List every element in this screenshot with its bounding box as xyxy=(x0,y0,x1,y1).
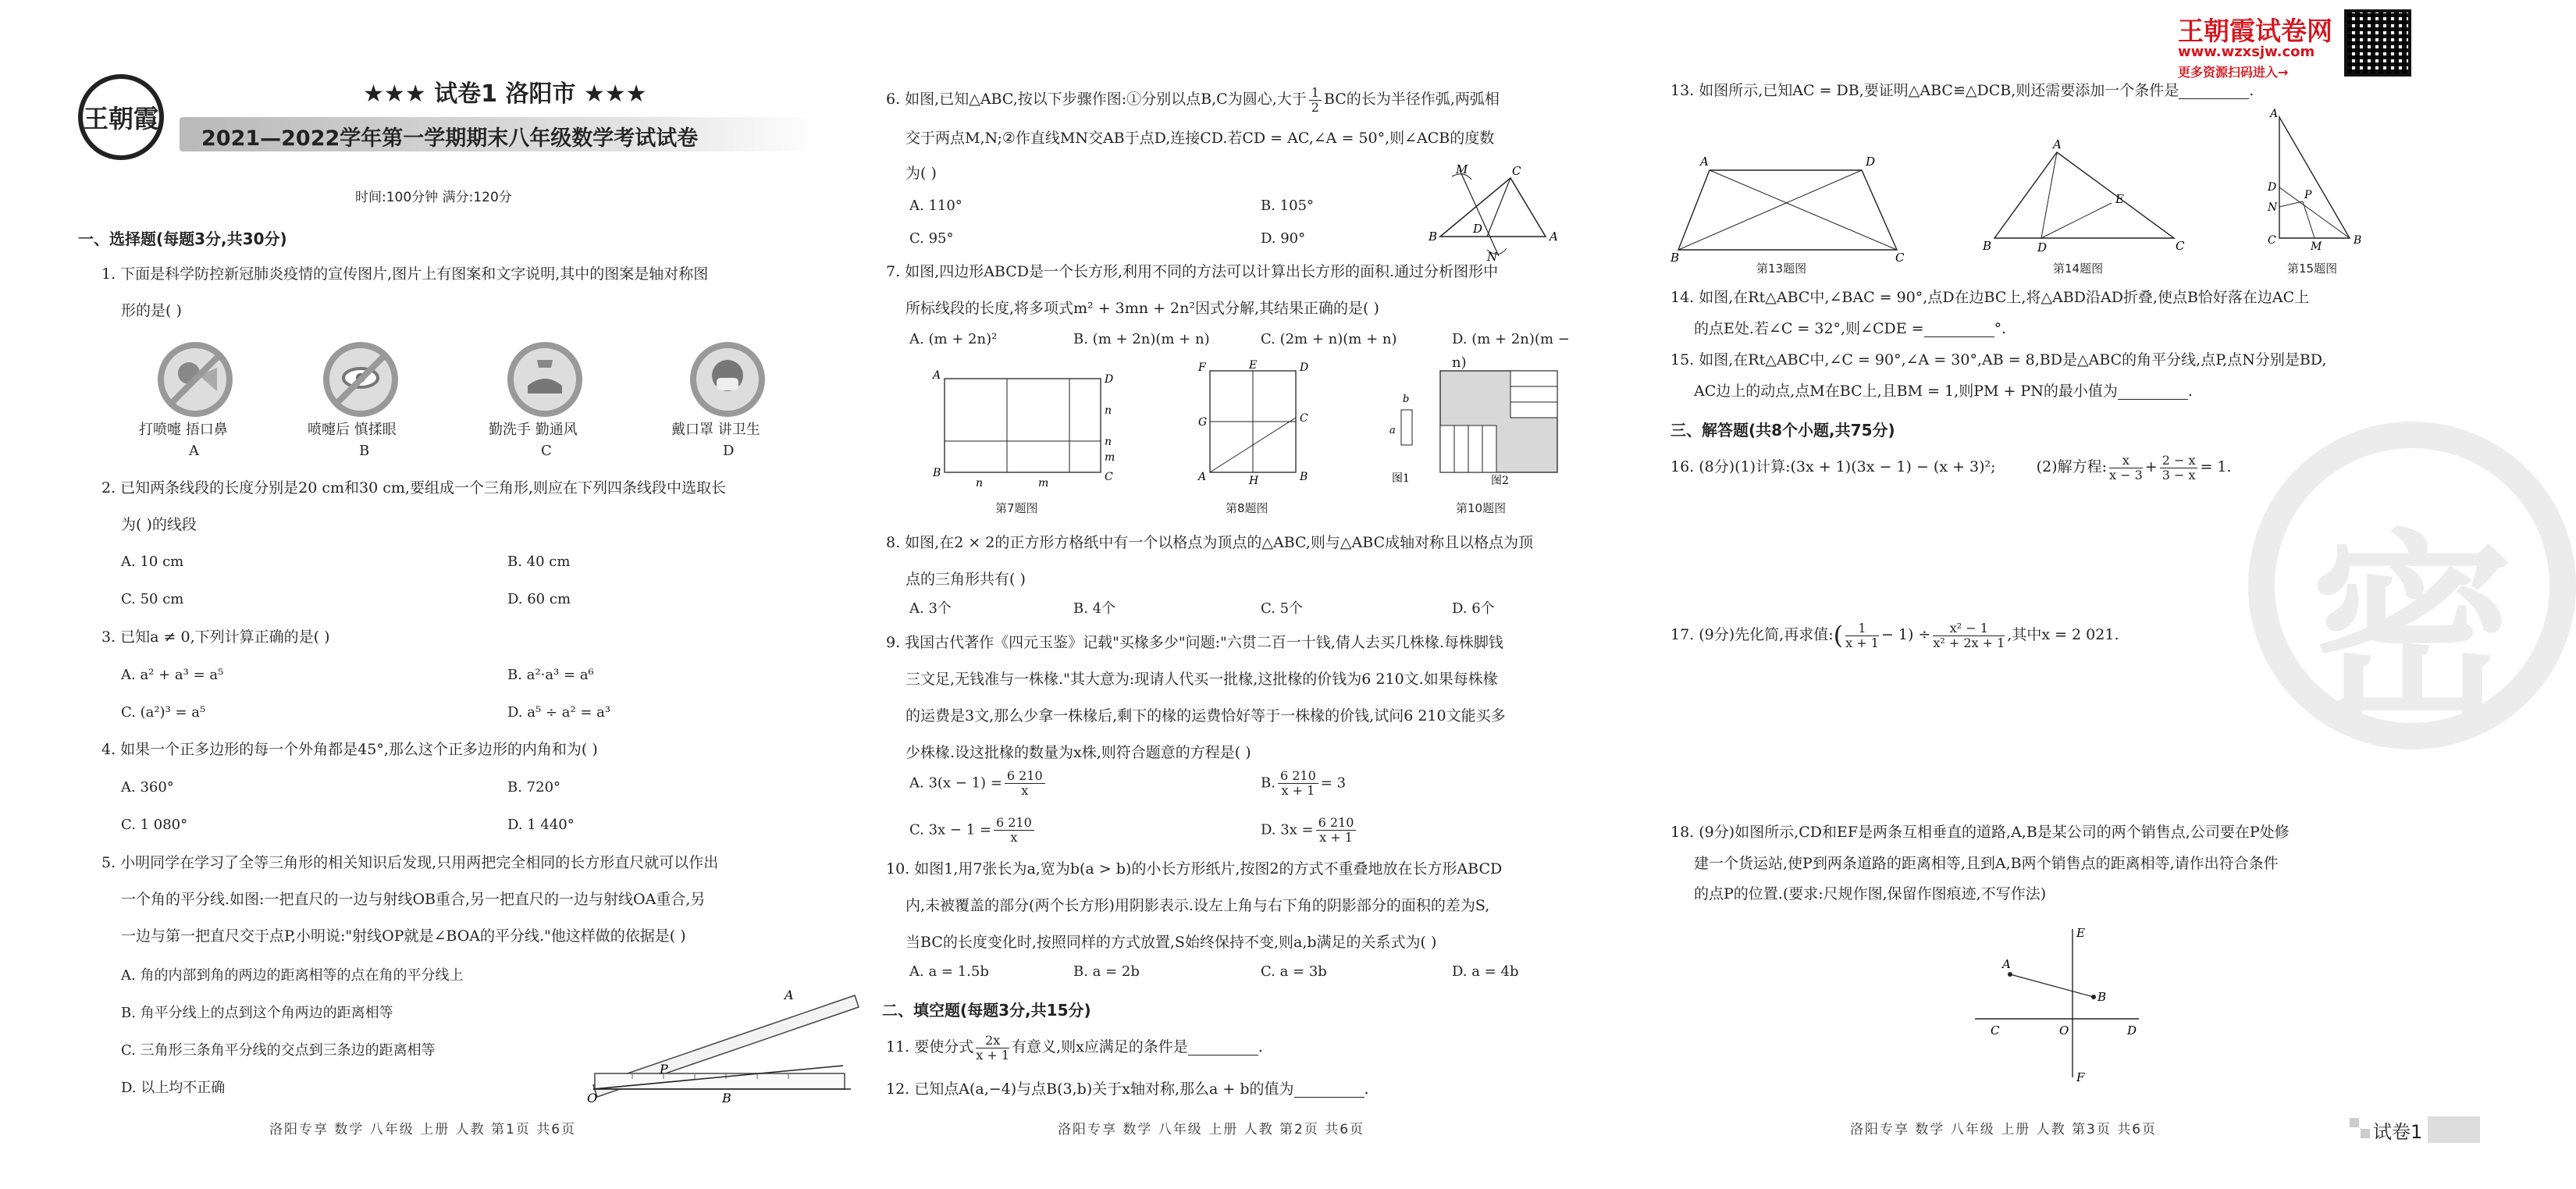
svg-text:B: B xyxy=(933,467,941,479)
question-8-option-d[interactable]: D. 6个 xyxy=(1452,600,1495,617)
exam-title: 2021—2022学年第一学期期末八年级数学考试试卷 xyxy=(201,126,699,151)
question-17-answer-area[interactable] xyxy=(1670,664,2373,804)
svg-text:D: D xyxy=(2127,1023,2137,1038)
question-9-line-4: 少株椽.设这批椽的数量为x株,则符合题意的方程是( ) xyxy=(906,744,1251,761)
svg-text:A: A xyxy=(1550,230,1558,244)
question-9-option-d[interactable]: D. 3x = $\frac{6 210}{x + 1}$ xyxy=(1261,816,1358,845)
question-1-line-1: 1. 下面是科学防控新冠肺炎疫情的宣传图片,图片上有图案和文字说明,其中的图案是轴对称图 xyxy=(101,265,709,283)
question-9-option-b[interactable]: B. $\frac{6 210}{x + 1}$ = 3 xyxy=(1261,768,1347,798)
svg-text:m: m xyxy=(1105,451,1115,464)
question-13-answer-blank[interactable] xyxy=(2179,84,2249,99)
svg-text:P: P xyxy=(2304,189,2312,201)
question-2-option-a[interactable]: A. 10 cm xyxy=(121,554,184,570)
question-5-ruler-figure xyxy=(585,976,866,1105)
question-15-answer-blank[interactable] xyxy=(2118,384,2188,400)
question-4-option-b[interactable]: B. 720° xyxy=(507,779,561,796)
svg-text:N: N xyxy=(1487,250,1498,264)
question-1-option-a-caption: 打喷嚏 捂口鼻 xyxy=(139,422,228,438)
corner-marker-icon xyxy=(2361,1129,2370,1138)
svg-text:D: D xyxy=(1473,222,1483,236)
question-5-line-1: 5. 小明同学在学习了全等三角形的相关知识后发现,只用两把完全相同的长方形直尺就可以作出 xyxy=(101,854,719,871)
question-4-option-a[interactable]: A. 360° xyxy=(121,779,174,796)
page-tag-box xyxy=(2428,1116,2480,1143)
svg-text:C: C xyxy=(1105,471,1113,483)
svg-text:D: D xyxy=(2037,240,2048,255)
question-2-option-d[interactable]: D. 60 cm xyxy=(507,591,571,607)
question-1-option-a[interactable]: A xyxy=(189,443,199,459)
page-2-footer: 洛阳专享 数学 八年级 上册 人教 第2页 共6页 xyxy=(1058,1122,1365,1137)
caption-figure-14: 第14题图 xyxy=(2053,262,2104,276)
svg-text:A: A xyxy=(1700,155,1709,169)
question-9-line-1: 9. 我国古代著作《四元玉鉴》记载"买椽多少"问题:"六贯二百一十钱,倩人去买几株椽.每株脚钱 xyxy=(886,634,1503,651)
caption-figure-15: 第15题图 xyxy=(2287,262,2338,276)
page-1-footer: 洛阳专享 数学 八年级 上册 人教 第1页 共6页 xyxy=(269,1122,577,1137)
hand-washing-icon xyxy=(506,340,584,418)
question-10-line-2: 内,未被覆盖的部分(两个长方形)用阴影表示.设左上角与右下角的阴影部分的面积的差为S, xyxy=(906,897,1490,914)
svg-text:A: A xyxy=(933,369,941,382)
question-16-answer-area[interactable] xyxy=(1670,500,2373,617)
question-10-option-b[interactable]: B. a = 2b xyxy=(1073,963,1140,980)
question-10-line-3: 当BC的长度变化时,按照同样的方式放置,S始终保持不变,则a,b满足的关系式为( ) xyxy=(906,934,1437,951)
question-18-line-2: 建一个货运站,使P到两条道路的距离相等,且到A,B两个销售点的距离相等,请作出符合条件 xyxy=(1694,855,2279,872)
no-eye-rubbing-icon xyxy=(322,340,400,418)
question-9-option-a[interactable]: A. 3(x − 1) = $\frac{6 210}{x}$ xyxy=(909,769,1048,798)
question-18-line-1: 18. (9分)如图所示,CD和EF是两条互相垂直的道路,A,B是某公司的两个销售点,公司要在P处修 xyxy=(1670,824,2290,841)
question-1-option-b-caption: 喷嚏后 慎揉眼 xyxy=(308,422,397,438)
svg-text:C: C xyxy=(1991,1023,2000,1038)
figure-8 xyxy=(1194,359,1319,488)
svg-text:C: C xyxy=(2176,239,2185,253)
svg-text:H: H xyxy=(1249,475,1259,487)
svg-text:C: C xyxy=(1895,251,1905,265)
question-9-line-3: 的运费是3文,那么少拿一株椽后,剩下的椽的运费恰好等于一株椽的价钱,试问6 210文能买多 xyxy=(906,707,1506,724)
svg-text:B: B xyxy=(1670,251,1680,265)
question-15-line-1: 15. 如图,在Rt△ABC中,∠C = 90°,∠A = 30°,AB = 8,BD是△ABC的角平分线,点P,点N分别是BD, xyxy=(1670,351,2327,368)
question-16: 16. (8分)(1)计算:(3x + 1)(3x − 1) − (x + 3)²; (2)解方程: $\frac{x}{x - 3}$ + $\frac{2 - x}{3 - x}$ = 1. xyxy=(1670,452,2232,482)
svg-text:E: E xyxy=(2115,192,2124,206)
question-4-option-c[interactable]: C. 1 080° xyxy=(121,817,188,833)
caption-figure-13: 第13题图 xyxy=(1756,262,1807,276)
question-3-option-a[interactable]: A. a² + a³ = a⁵ xyxy=(121,667,224,683)
question-1-option-d[interactable]: D xyxy=(723,443,735,459)
question-10-line-1: 10. 如图1,用7张长为a,宽为b(a > b)的小长方形纸片,按图2的方式不重叠地放在长方形ABCD xyxy=(886,860,1503,878)
question-14-answer-blank[interactable] xyxy=(1924,322,1994,337)
figure-13 xyxy=(1670,148,1905,265)
question-8-option-b[interactable]: B. 4个 xyxy=(1073,600,1116,617)
question-7-line-2: 所标线段的长度,将多项式m² + 3mn + 2n²因式分解,其结果正确的是( ) xyxy=(906,300,1379,317)
svg-text:F: F xyxy=(2076,1070,2085,1084)
question-6-option-a[interactable]: A. 110° xyxy=(909,198,962,214)
question-6-line-3: 为( ) xyxy=(906,165,937,182)
brand-url: www.wzxsjw.com xyxy=(2178,44,2315,60)
question-6-line-1: 6. 如图,已知△ABC,按以下步骤作图:①分别以点B,C为圆心,大于 $\frac{1}{2}$ BC的长为半径作弧,两弧相 xyxy=(886,84,1500,115)
question-11-answer-blank[interactable] xyxy=(1188,1040,1258,1056)
svg-text:n: n xyxy=(1105,404,1112,417)
svg-text:图1: 图1 xyxy=(1392,472,1410,485)
svg-text:A: A xyxy=(2270,108,2279,120)
question-10-option-a[interactable]: A. a = 1.5b xyxy=(909,963,989,980)
question-6-line-2: 交于两点M,N;②作直线MN交AB于点D,连接CD.若CD = AC,∠A = 50°,则∠ACB的度数 xyxy=(906,130,1495,147)
question-9-line-2: 三文足,无钱准与一株椽."其大意为:现请人代买一批椽,这批椽的价钱为6 210文.如果每株椽 xyxy=(906,671,1498,688)
question-10-option-c[interactable]: C. a = 3b xyxy=(1261,963,1327,980)
column-3 xyxy=(1670,0,2404,1189)
svg-text:M: M xyxy=(2311,240,2322,253)
logo: 王朝霞 xyxy=(78,74,164,160)
svg-text:a: a xyxy=(1389,425,1396,436)
caption-figure-8: 第8题图 xyxy=(1226,501,1268,515)
question-11: 11. 要使分式 $\frac{2x}{x + 1}$ 有意义,则x应满足的条件是 . xyxy=(886,1032,1263,1063)
column-1 xyxy=(78,0,851,1189)
sneeze-cover-icon xyxy=(156,340,234,418)
svg-text:A: A xyxy=(2002,957,2011,971)
question-1-option-c[interactable]: C xyxy=(541,443,552,459)
section-fill-heading: 二、填空题(每题3分,共15分) xyxy=(882,1001,1091,1020)
figure-15 xyxy=(2256,109,2373,258)
question-13: 13. 如图所示,已知AC = DB,要证明△ABC≌△DCB,则还需要添加一个条件是 . xyxy=(1670,82,2254,99)
svg-text:C: C xyxy=(1512,164,1521,178)
question-7-option-d[interactable]: D. (m + 2n)(m − n) xyxy=(1452,331,1570,371)
question-2-line-2: 为( )的线段 xyxy=(121,516,197,533)
question-8-line-2: 点的三角形共有( ) xyxy=(906,571,1026,588)
question-14-line-2: 的点E处.若∠C = 32°,则∠CDE = °. xyxy=(1694,320,2007,337)
question-1-option-c-caption: 勤洗手 勤通风 xyxy=(489,422,578,438)
svg-text:B: B xyxy=(1983,239,1992,253)
question-2-line-1: 2. 已知两条线段的长度分别是20 cm和30 cm,要组成一个三角形,则应在下列四条线段中选取长 xyxy=(101,479,726,497)
svg-text:G: G xyxy=(1198,416,1208,429)
question-4-option-d[interactable]: D. 1 440° xyxy=(507,817,575,833)
question-5-option-a[interactable]: A. 角的内部到角的两边的距离相等的点在角的平分线上 xyxy=(121,967,464,984)
question-6-option-b[interactable]: B. 105° xyxy=(1261,198,1315,214)
question-12: 12. 已知点A(a,−4)与点B(3,b)关于x轴对称,那么a + b的值为 . xyxy=(886,1080,1369,1098)
question-6-option-d[interactable]: D. 90° xyxy=(1261,230,1306,247)
svg-text:B: B xyxy=(2097,990,2107,1004)
figure-14 xyxy=(1979,137,2190,258)
svg-text:B: B xyxy=(1429,230,1438,244)
question-6-option-c[interactable]: C. 95° xyxy=(909,230,954,247)
question-15-line-2: AC边上的动点,点M在BC上,且BM = 1,则PM + PN的最小值为 . xyxy=(1694,383,2193,400)
question-6-figure xyxy=(1425,162,1565,264)
svg-text:B: B xyxy=(1300,471,1308,483)
exam-time-info: 时间:100分钟 满分:120分 xyxy=(355,190,512,205)
svg-text:n: n xyxy=(976,477,984,489)
question-12-answer-blank[interactable] xyxy=(1294,1082,1364,1098)
question-3: 3. 已知a ≠ 0,下列计算正确的是( ) xyxy=(101,628,330,646)
question-5-option-d[interactable]: D. 以上均不正确 xyxy=(121,1080,226,1096)
figure-7 xyxy=(929,363,1116,488)
question-2-option-b[interactable]: B. 40 cm xyxy=(507,554,571,570)
watermark-glyph-icon: 密 xyxy=(2311,514,2514,749)
question-7-option-c[interactable]: C. (2m + n)(m + n) xyxy=(1261,331,1397,347)
question-8-line-1: 8. 如图,在2 × 2的正方形方格纸中有一个以格点为顶点的△ABC,则与△ABC成轴对称且以格点为顶 xyxy=(886,534,1534,551)
question-1-option-d-caption: 戴口罩 讲卫生 xyxy=(671,422,760,438)
face-mask-icon xyxy=(688,340,767,418)
svg-text:C: C xyxy=(2268,234,2276,247)
question-1-option-b[interactable]: B xyxy=(359,443,370,459)
figure-10 xyxy=(1386,359,1565,488)
question-7-line-1: 7. 如图,四边形ABCD是一个长方形,利用不同的方法可以计算出长方形的面积.通过分析图形中 xyxy=(886,263,1499,280)
caption-figure-10: 第10题图 xyxy=(1456,501,1507,515)
question-4: 4. 如果一个正多边形的每一个外角都是45°,那么这个正多边形的内角和为( ) xyxy=(101,741,598,758)
exam-label: ★★★ 试卷1 洛阳市 ★★★ xyxy=(363,80,647,108)
question-2-option-c[interactable]: C. 50 cm xyxy=(121,591,184,607)
svg-text:D: D xyxy=(1300,361,1309,374)
fig5-label-p: P xyxy=(660,1062,668,1077)
svg-text:A: A xyxy=(2053,137,2062,151)
column-2 xyxy=(882,0,1589,1189)
corner-marker-icon xyxy=(2350,1118,2359,1127)
question-3-option-b[interactable]: B. a²·a³ = a⁶ xyxy=(507,667,594,683)
svg-text:M: M xyxy=(1456,162,1468,176)
question-8-option-c[interactable]: C. 5个 xyxy=(1261,600,1304,617)
svg-text:C: C xyxy=(1300,412,1308,425)
question-5-option-c[interactable]: C. 三角形三条角平分线的交点到三条边的距离相等 xyxy=(121,1042,436,1059)
question-7-option-b[interactable]: B. (m + 2n)(m + n) xyxy=(1073,331,1210,347)
svg-text:图2: 图2 xyxy=(1491,475,1509,487)
brand-subtitle: 更多资源扫码进入→ xyxy=(2178,65,2289,80)
page-3-footer: 洛阳专享 数学 八年级 上册 人教 第3页 共6页 xyxy=(1850,1122,2158,1137)
fig5-label-b: B xyxy=(722,1091,731,1105)
question-1-line-2: 形的是( ) xyxy=(121,302,182,319)
section-answer-heading: 三、解答题(共8个小题,共75分) xyxy=(1670,421,1895,440)
question-17: 17. (9分)先化简,再求值:( $\frac{1}{x + 1}$ − 1) ÷ $\frac{\text{x² − 1}}{\text{x² + 2x + 1}}$ ,其中x = 2 021. xyxy=(1670,620,2119,650)
svg-text:A: A xyxy=(1198,471,1207,483)
fig5-label-a: A xyxy=(785,988,794,1002)
page-tag: 试卷1 xyxy=(2373,1121,2423,1143)
svg-text:n: n xyxy=(1105,436,1112,448)
caption-figure-7: 第7题图 xyxy=(995,501,1038,515)
question-3-option-d[interactable]: D. a⁵ ÷ a² = a³ xyxy=(507,704,611,721)
question-5-line-2: 一个角的平分线.如图:一把直尺的一边与射线OB重合,另一把直尺的一边与射线OA重合,另 xyxy=(121,891,706,908)
question-5-line-3: 一边与第一把直尺交于点P,小明说:"射线OP就是∠BOA的平分线."他这样做的依据是( ) xyxy=(121,927,686,945)
question-3-option-c[interactable]: C. (a²)³ = a⁵ xyxy=(121,704,206,721)
svg-text:D: D xyxy=(1866,155,1876,169)
question-7-option-a[interactable]: A. (m + 2n)² xyxy=(909,331,998,347)
fig5-label-o: O xyxy=(587,1091,598,1105)
question-10-option-d[interactable]: D. a = 4b xyxy=(1452,963,1519,980)
svg-text:O: O xyxy=(2059,1023,2069,1038)
question-18-figure[interactable] xyxy=(1967,921,2154,1085)
question-9-option-c[interactable]: C. 3x − 1 = $\frac{6 210}{x}$ xyxy=(909,816,1037,845)
svg-text:D: D xyxy=(1105,373,1114,386)
svg-text:B: B xyxy=(2354,234,2362,247)
svg-text:b: b xyxy=(1403,393,1410,405)
svg-text:E: E xyxy=(2076,926,2085,940)
svg-text:m: m xyxy=(1038,477,1049,489)
svg-text:D: D xyxy=(2268,181,2277,194)
svg-text:E: E xyxy=(1249,359,1258,372)
question-14-line-1: 14. 如图,在Rt△ABC中,∠BAC = 90°,点D在边BC上,将△ABD沿AD折叠,使点B恰好落在边AC上 xyxy=(1670,289,2310,306)
question-8-option-a[interactable]: A. 3个 xyxy=(909,600,952,617)
question-5-option-b[interactable]: B. 角平分线上的点到这个角两边的距离相等 xyxy=(121,1005,393,1021)
brand-name: 王朝霞试卷网 xyxy=(2178,16,2332,46)
question-18-line-3: 的点P的位置.(要求:尺规作图,保留作图痕迹,不写作法) xyxy=(1694,885,2047,902)
svg-text:F: F xyxy=(1198,361,1206,374)
section-choice-heading: 一、选择题(每题3分,共30分) xyxy=(78,230,287,248)
svg-text:N: N xyxy=(2268,201,2278,214)
